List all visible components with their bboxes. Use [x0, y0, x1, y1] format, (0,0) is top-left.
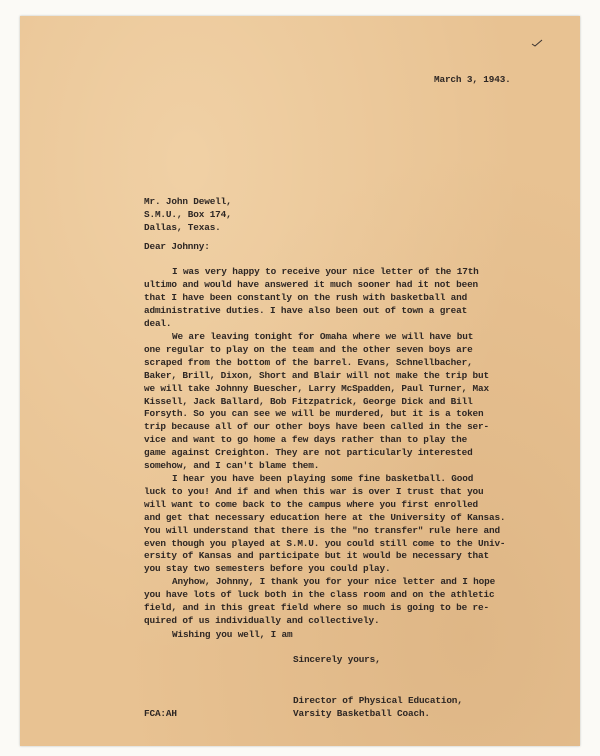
text-line: Anyhow, Johnny, I thank you for your nice letter and I hope	[172, 576, 496, 587]
text-line: game against Creighton. They are not particularly interested	[144, 447, 473, 459]
text-line: you stay two semesters before you could play.	[144, 563, 391, 575]
closing: Sincerely yours,	[293, 654, 381, 665]
text-line: that I have been constantly on the rush with basketball and	[144, 291, 468, 303]
text-line: we will take Johnny Buescher, Larry McSpadden, Paul Turner, Max	[144, 382, 489, 394]
text-line: I hear you have been playing some fine basketball. Good	[172, 473, 474, 484]
paragraph-4	[144, 576, 495, 628]
paragraph-2	[144, 331, 489, 473]
paragraph-1	[144, 266, 479, 331]
address-line: S.M.U., Box 174,	[144, 208, 232, 220]
title-line: Director of Physical Education,	[293, 695, 463, 706]
text-line: luck to you! And if and when this war is over I trust that you	[144, 485, 484, 497]
text-line: one regular to play on the team and the other seven boys are	[144, 343, 473, 355]
text-line: even though you played at S.M.U. you could still come to the Univ-	[144, 537, 506, 549]
text-line: Baker, Brill, Dixon, Short and Blair will not make the trip but	[144, 369, 489, 381]
title-line: Varsity Basketball Coach.	[293, 707, 430, 719]
wishing-line: Wishing you well, I am	[172, 629, 293, 640]
signature-title	[293, 695, 463, 721]
pencil-check-mark-icon	[530, 38, 544, 48]
letter-page	[20, 16, 580, 746]
text-line: Kissell, Jack Ballard, Bob Fitzpatrick, George Dick and Bill	[144, 395, 473, 407]
text-line: trip because all of our other boys have been called in the ser-	[144, 421, 489, 433]
text-line: You will understand that there is the "no transfer" rule here and	[144, 524, 500, 536]
text-line: vice and want to go home a few days rather than to play the	[144, 434, 468, 446]
text-line: scraped from the bottom of the barrel. Evans, Schnellbacher,	[144, 356, 473, 368]
text-line: ultimo and would have answered it much sooner had it not been	[144, 278, 479, 290]
text-line: field, and in this great field where so much is going to be re-	[144, 601, 489, 613]
text-line: quired of us individually and collectively.	[144, 614, 380, 626]
salutation: Dear Johnny:	[144, 241, 210, 252]
text-line: you have lots of luck both in the class room and on the athletic	[144, 588, 495, 600]
text-line: somehow, and I can't blame them.	[144, 460, 320, 472]
typist-initials: FCA:AH	[144, 708, 177, 719]
text-line: deal.	[144, 317, 172, 329]
letter-date: March 3, 1943.	[434, 74, 511, 85]
text-line: We are leaving tonight for Omaha where we will have but	[172, 331, 474, 342]
text-line: ersity of Kansas and participate but it would be necessary that	[144, 550, 489, 562]
address-line: Mr. John Dewell,	[144, 196, 232, 207]
text-line: Forsyth. So you can see we will be murdered, but it is a token	[144, 408, 484, 420]
text-line: administrative duties. I have also been out of town a great	[144, 304, 468, 316]
paragraph-3	[144, 473, 505, 576]
text-line: and get that necessary education here at the University of Kansas.	[144, 511, 506, 523]
text-line: I was very happy to receive your nice letter of the 17th	[172, 266, 479, 277]
recipient-address	[144, 196, 232, 235]
address-line: Dallas, Texas.	[144, 221, 221, 233]
text-line: will want to come back to the campus where you first enrolled	[144, 498, 479, 510]
